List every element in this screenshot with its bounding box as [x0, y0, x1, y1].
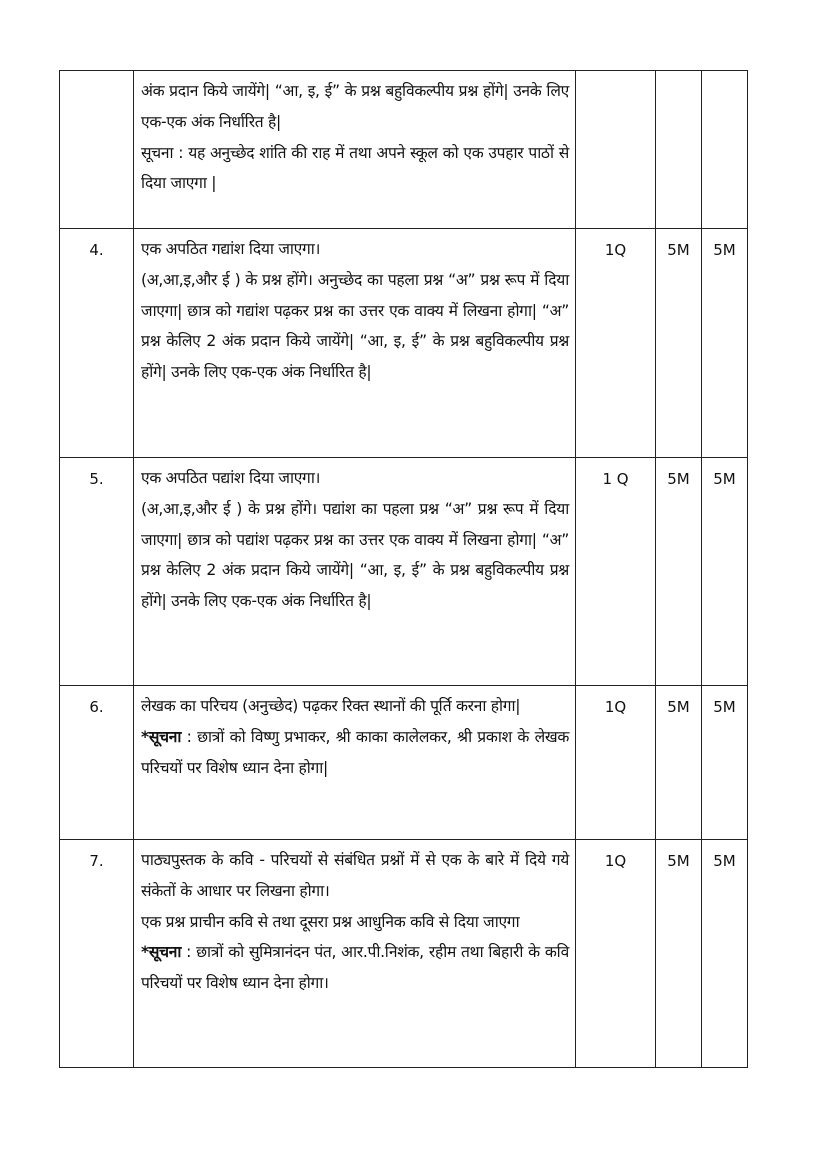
- table-row: [60, 686, 748, 840]
- row-number: 7.: [60, 840, 134, 1068]
- description-line: (अ,आ,इ,और ई ) के प्रश्न होंगे। अनुच्छेद का पहला प्रश्न “अ” प्रश्न रूप में दिया जाएगा| छात्र को गद्यांश पढ़कर प्रश्न का उत्तर एक वाक्य में लिखना होगा| “अ” प्रश्न केलिए 2 अंक प्रदान किये जायेंगे| “आ, इ, ई” के प्रश्न बहुविकल्पीय प्रश्न होंगे| उनके लिए एक-एक अंक निर्धारित है|: [141, 270, 569, 382]
- marks: [656, 71, 702, 229]
- row-description: [134, 71, 576, 229]
- row-description: [134, 458, 576, 686]
- marks: 5M: [656, 458, 702, 686]
- table-row: [60, 229, 748, 458]
- note-text: : छात्रों को विष्णु प्रभाकर, श्री काका कालेलकर, श्री प्रकाश के लेखक परिचयों पर विशेष ध्यान देना होगा|: [141, 727, 569, 777]
- description-line: पाठ्यपुस्तक के कवि - परिचयों से संबंधित प्रश्नों में से एक के बारे में दिये गये संकेतों के आधार पर लिखना होगा।: [141, 851, 569, 900]
- question-count: 1Q: [576, 686, 656, 840]
- total-marks: 5M: [702, 840, 748, 1068]
- description-line: लेखक का परिचय (अनुच्छेद) पढ़कर रिक्त स्थानों की पूर्ति करना होगा|: [141, 697, 521, 715]
- description-line: एक अपठित पद्यांश दिया जाएगा।: [141, 469, 321, 487]
- row-description: [134, 229, 576, 458]
- description-note: [141, 722, 569, 784]
- row-number: 6.: [60, 686, 134, 840]
- table-row: [60, 71, 748, 229]
- note-label: *सूचना: [141, 943, 182, 962]
- question-count: 1 Q: [576, 458, 656, 686]
- marks: 5M: [656, 840, 702, 1068]
- table-row: [60, 458, 748, 686]
- row-description: [134, 840, 576, 1068]
- question-count: 1Q: [576, 840, 656, 1068]
- description-line: अंक प्रदान किये जायेंगे| “आ, इ, ई” के प्रश्न बहुविकल्पीय प्रश्न होंगे| उनके लिए एक-एक अंक निर्धारित है|: [141, 82, 569, 131]
- row-number: 5.: [60, 458, 134, 686]
- total-marks: 5M: [702, 686, 748, 840]
- description-line: एक अपठित गद्यांश दिया जाएगा।: [141, 240, 321, 258]
- table-row: [60, 840, 748, 1068]
- row-number: [60, 71, 134, 229]
- row-number: 4.: [60, 229, 134, 458]
- note-label: *सूचना: [141, 727, 182, 746]
- description-line: एक प्रश्न प्राचीन कवि से तथा दूसरा प्रश्न आधुनिक कवि से दिया जाएगा: [141, 912, 520, 931]
- description-line: (अ,आ,इ,और ई ) के प्रश्न होंगे। पद्यांश का पहला प्रश्न “अ” प्रश्न रूप में दिया जाएगा| छात्र को पद्यांश पढ़कर प्रश्न का उत्तर एक वाक्य में लिखना होगा| “अ” प्रश्न केलिए 2 अंक प्रदान किये जायेंगे| “आ, इ, ई” के प्रश्न बहुविकल्पीय प्रश्न होंगे| उनके लिए एक-एक अंक निर्धारित है|: [141, 499, 569, 611]
- question-pattern-table: [59, 70, 748, 1068]
- total-marks: [702, 71, 748, 229]
- question-count: [576, 71, 656, 229]
- total-marks: 5M: [702, 229, 748, 458]
- total-marks: 5M: [702, 458, 748, 686]
- description-note: [141, 937, 569, 999]
- question-count: 1Q: [576, 229, 656, 458]
- note-text: : छात्रों को सुमित्रानंदन पंत, आर.पी.निशंक, रहीम तथा बिहारी के कवि परिचयों पर विशेष ध्यान देना होगा।: [141, 943, 569, 993]
- marks: 5M: [656, 686, 702, 840]
- row-description: [134, 686, 576, 840]
- marks: 5M: [656, 229, 702, 458]
- description-note: सूचना : यह अनुच्छेद शांति की राह में तथा अपने स्कूल को एक उपहार पाठों से दिया जाएगा |: [141, 143, 569, 193]
